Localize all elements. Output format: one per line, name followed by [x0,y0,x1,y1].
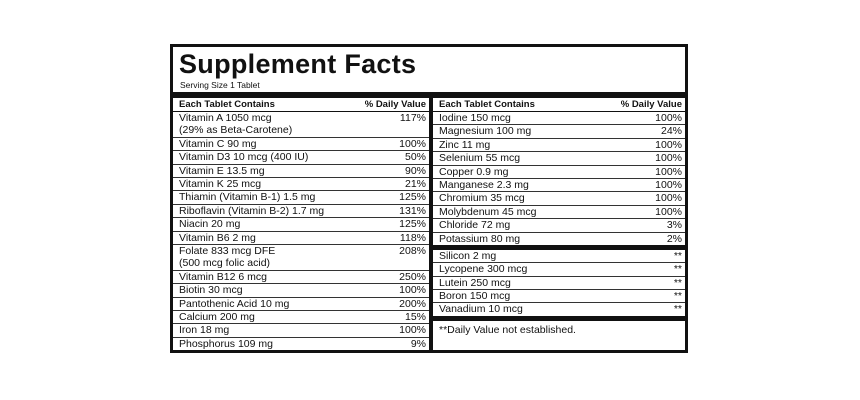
daily-value: 100% [655,192,682,205]
daily-value: 200% [399,297,426,310]
daily-value: 118% [399,231,426,244]
nutrient-name: Vitamin B12 6 mcg [179,270,267,283]
nutrient-row [433,277,685,290]
nutrient-name: Calcium 200 mg [179,310,255,323]
daily-value: 117% [399,112,426,124]
daily-value: 125% [399,218,426,231]
nutrient-row [173,112,429,138]
nutrient-row [433,112,685,125]
nutrient-name: Boron 150 mcg [439,290,511,303]
nutrient-row [433,250,685,263]
nutrient-row [433,263,685,276]
nutrient-name: Chromium 35 mcg [439,192,525,205]
nutrient-row [433,125,685,138]
daily-value: 100% [655,178,682,191]
nutrient-name: Potassium 80 mg [439,232,521,245]
nutrient-row [173,298,429,311]
daily-value: 100% [655,152,682,165]
nutrient-name: Pantothenic Acid 10 mg [179,297,290,310]
nutrient-row [433,219,685,232]
daily-value: ** [673,290,682,303]
daily-value: 100% [655,165,682,178]
nutrient-row [433,206,685,219]
nutrient-row [433,179,685,192]
nutrient-row [173,232,429,245]
daily-value: 2% [666,232,682,245]
daily-value: 100% [655,205,682,218]
daily-value: 100% [399,284,426,297]
right-header-daily-value: % Daily Value [620,99,682,110]
nutrient-row [433,152,685,165]
daily-value: ** [673,263,682,276]
daily-value: 125% [399,191,426,204]
nutrient-row [173,178,429,191]
daily-value: ** [673,276,682,289]
nutrient-name: Niacin 20 mg [179,218,241,231]
nutrient-name: Vitamin C 90 mg [179,137,257,150]
nutrient-row [173,205,429,218]
nutrient-name: Lycopene 300 mcg [439,263,528,276]
nutrient-row [433,139,685,152]
nutrient-name: Zinc 11 mg [439,138,491,151]
nutrient-name: Lutein 250 mcg [439,276,511,289]
nutrient-row [173,324,429,337]
daily-value: ** [673,249,682,262]
nutrient-row [173,311,429,324]
nutrient-row [173,151,429,164]
nutrient-row [173,271,429,284]
daily-value: 100% [655,138,682,151]
left-rows [173,112,429,350]
nutrient-name: Vitamin K 25 mcg [179,177,262,190]
nutrient-name: Vitamin B6 2 mg [179,231,256,244]
nutrient-row [173,138,429,151]
daily-value: 250% [399,270,426,283]
right-header-contains: Each Tablet Contains [439,99,535,110]
daily-value: 15% [404,310,426,323]
daily-value: 21% [404,177,426,190]
daily-value: 9% [410,337,426,350]
nutrient-name: Folate 833 mcg DFE (500 mcg folic acid) [179,244,276,270]
nutrient-name: Vanadium 10 mcg [439,303,523,316]
nutrient-row [173,284,429,297]
daily-value: 100% [399,324,426,337]
nutrient-row [433,192,685,205]
daily-value: 100% [399,137,426,150]
daily-value: 131% [399,204,426,217]
nutrient-row [173,245,429,271]
nutrient-row [433,166,685,179]
nutrient-row [173,191,429,204]
supplement-facts-panel [170,44,688,353]
nutrient-name: Riboflavin (Vitamin B-2) 1.7 mg [179,204,325,217]
nutrient-name: Copper 0.9 mg [439,165,509,178]
footnote: **Daily Value not established. [439,323,576,336]
nutrient-row [433,303,685,315]
daily-value: 90% [404,164,426,177]
right-header [433,98,685,112]
left-header-daily-value: % Daily Value [364,99,426,110]
nutrient-name: Vitamin E 13.5 mg [179,164,265,177]
nutrient-name: Selenium 55 mcg [439,152,521,165]
left-column [173,98,429,350]
nutrient-name: Phosphorus 109 mg [179,337,273,350]
nutrient-name: Magnesium 100 mg [439,125,532,138]
nutrient-name: Silicon 2 mg [439,249,497,262]
nutrient-name: Manganese 2.3 mg [439,178,529,191]
right-column [433,98,685,350]
right-rows-secondary [433,250,685,316]
nutrient-row [433,233,685,245]
right-rows [433,112,685,245]
panel-title: Supplement Facts [179,49,417,79]
serving-size: Serving Size 1 Tablet [180,80,260,90]
daily-value: 208% [399,244,426,257]
nutrient-name: Iodine 150 mcg [439,112,511,124]
nutrient-row [173,165,429,178]
nutrient-name: Biotin 30 mcg [179,284,243,297]
left-header [173,98,429,112]
daily-value: 24% [660,125,682,138]
nutrient-name: Thiamin (Vitamin B-1) 1.5 mg [179,191,316,204]
left-header-contains: Each Tablet Contains [179,99,275,110]
nutrient-name: Molybdenum 45 mcg [439,205,537,218]
daily-value: 100% [655,112,682,124]
daily-value: 3% [666,219,682,232]
nutrient-name: Vitamin D3 10 mcg (400 IU) [179,151,309,164]
nutrient-name: Iron 18 mg [179,324,230,337]
nutrient-row [173,338,429,350]
nutrient-row [173,218,429,231]
daily-value: ** [673,303,682,316]
nutrient-row [433,290,685,303]
nutrient-name: Vitamin A 1050 mcg (29% as Beta-Carotene) [179,112,293,137]
daily-value: 50% [404,151,426,164]
nutrient-name: Chloride 72 mg [439,219,511,232]
